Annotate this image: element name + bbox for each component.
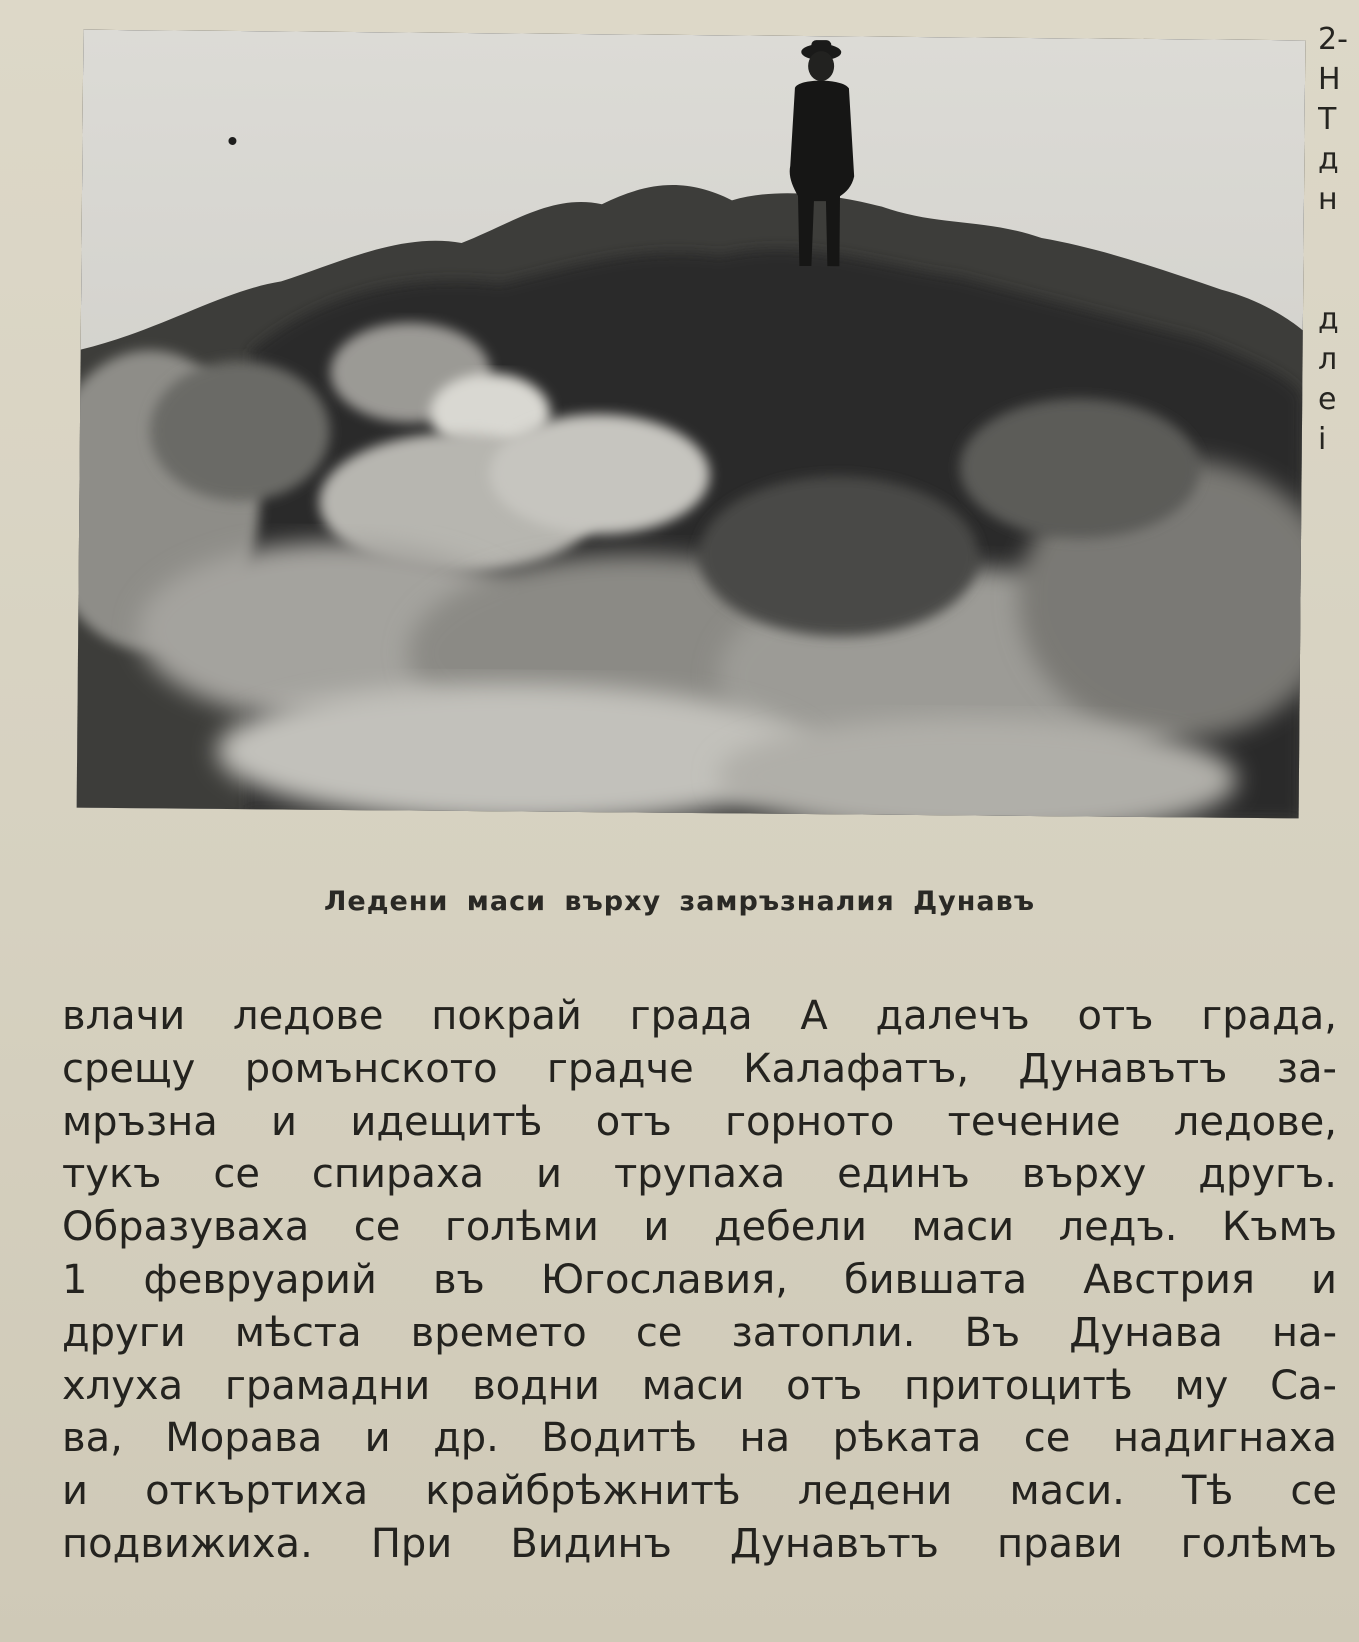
fragment-line: н	[1318, 182, 1338, 217]
text-line: ва, Морава и др. Водитѣ на рѣката се надигнаха	[62, 1415, 1337, 1462]
fragment-line: л	[1318, 342, 1338, 377]
text-line: и откъртиха крайбрѣжнитѣ ледени маси. Тѣ се	[62, 1468, 1337, 1515]
text-line: срещу ромънското градче Калафатъ, Дунавътъ за-	[62, 1045, 1337, 1092]
text-line: хлуха грамадни водни маси отъ притоцитѣ му Са-	[62, 1362, 1337, 1409]
text-line: Образуваха се голѣми и дебели маси ледъ. Къмъ	[62, 1204, 1337, 1251]
photograph-ice-masses	[77, 30, 1306, 819]
fragment-line: д	[1318, 302, 1339, 337]
fragment-line: 2-	[1318, 22, 1348, 57]
text-line: влачи ледове покрай града А далечъ отъ града,	[62, 993, 1337, 1039]
text-line: мръзна и идещитѣ отъ горното течение ледове,	[62, 1098, 1337, 1145]
fragment-line: і	[1318, 422, 1327, 457]
fragment-line: е	[1318, 382, 1337, 417]
text-line: 1 февруарий въ Югославия, бившата Австрия и	[62, 1256, 1337, 1303]
photo-caption: Ледени маси върху замръзналия Дунавъ	[323, 886, 1036, 917]
text-line: тукъ се спираха и трупаха единъ върху другъ.	[62, 1151, 1337, 1198]
photo-illustration	[77, 30, 1306, 819]
adjacent-page-fragment	[1318, 20, 1359, 540]
fragment-line: Т	[1318, 102, 1337, 137]
fragment-line: Н	[1318, 62, 1341, 97]
text-line: други мѣста времето се затопли. Въ Дунава на-	[62, 1309, 1337, 1356]
fragment-line: д	[1318, 142, 1339, 177]
body-paragraph	[62, 990, 1337, 1571]
text-line: подвижиха. При Видинъ Дунавътъ прави голѣмъ	[62, 1520, 1337, 1567]
